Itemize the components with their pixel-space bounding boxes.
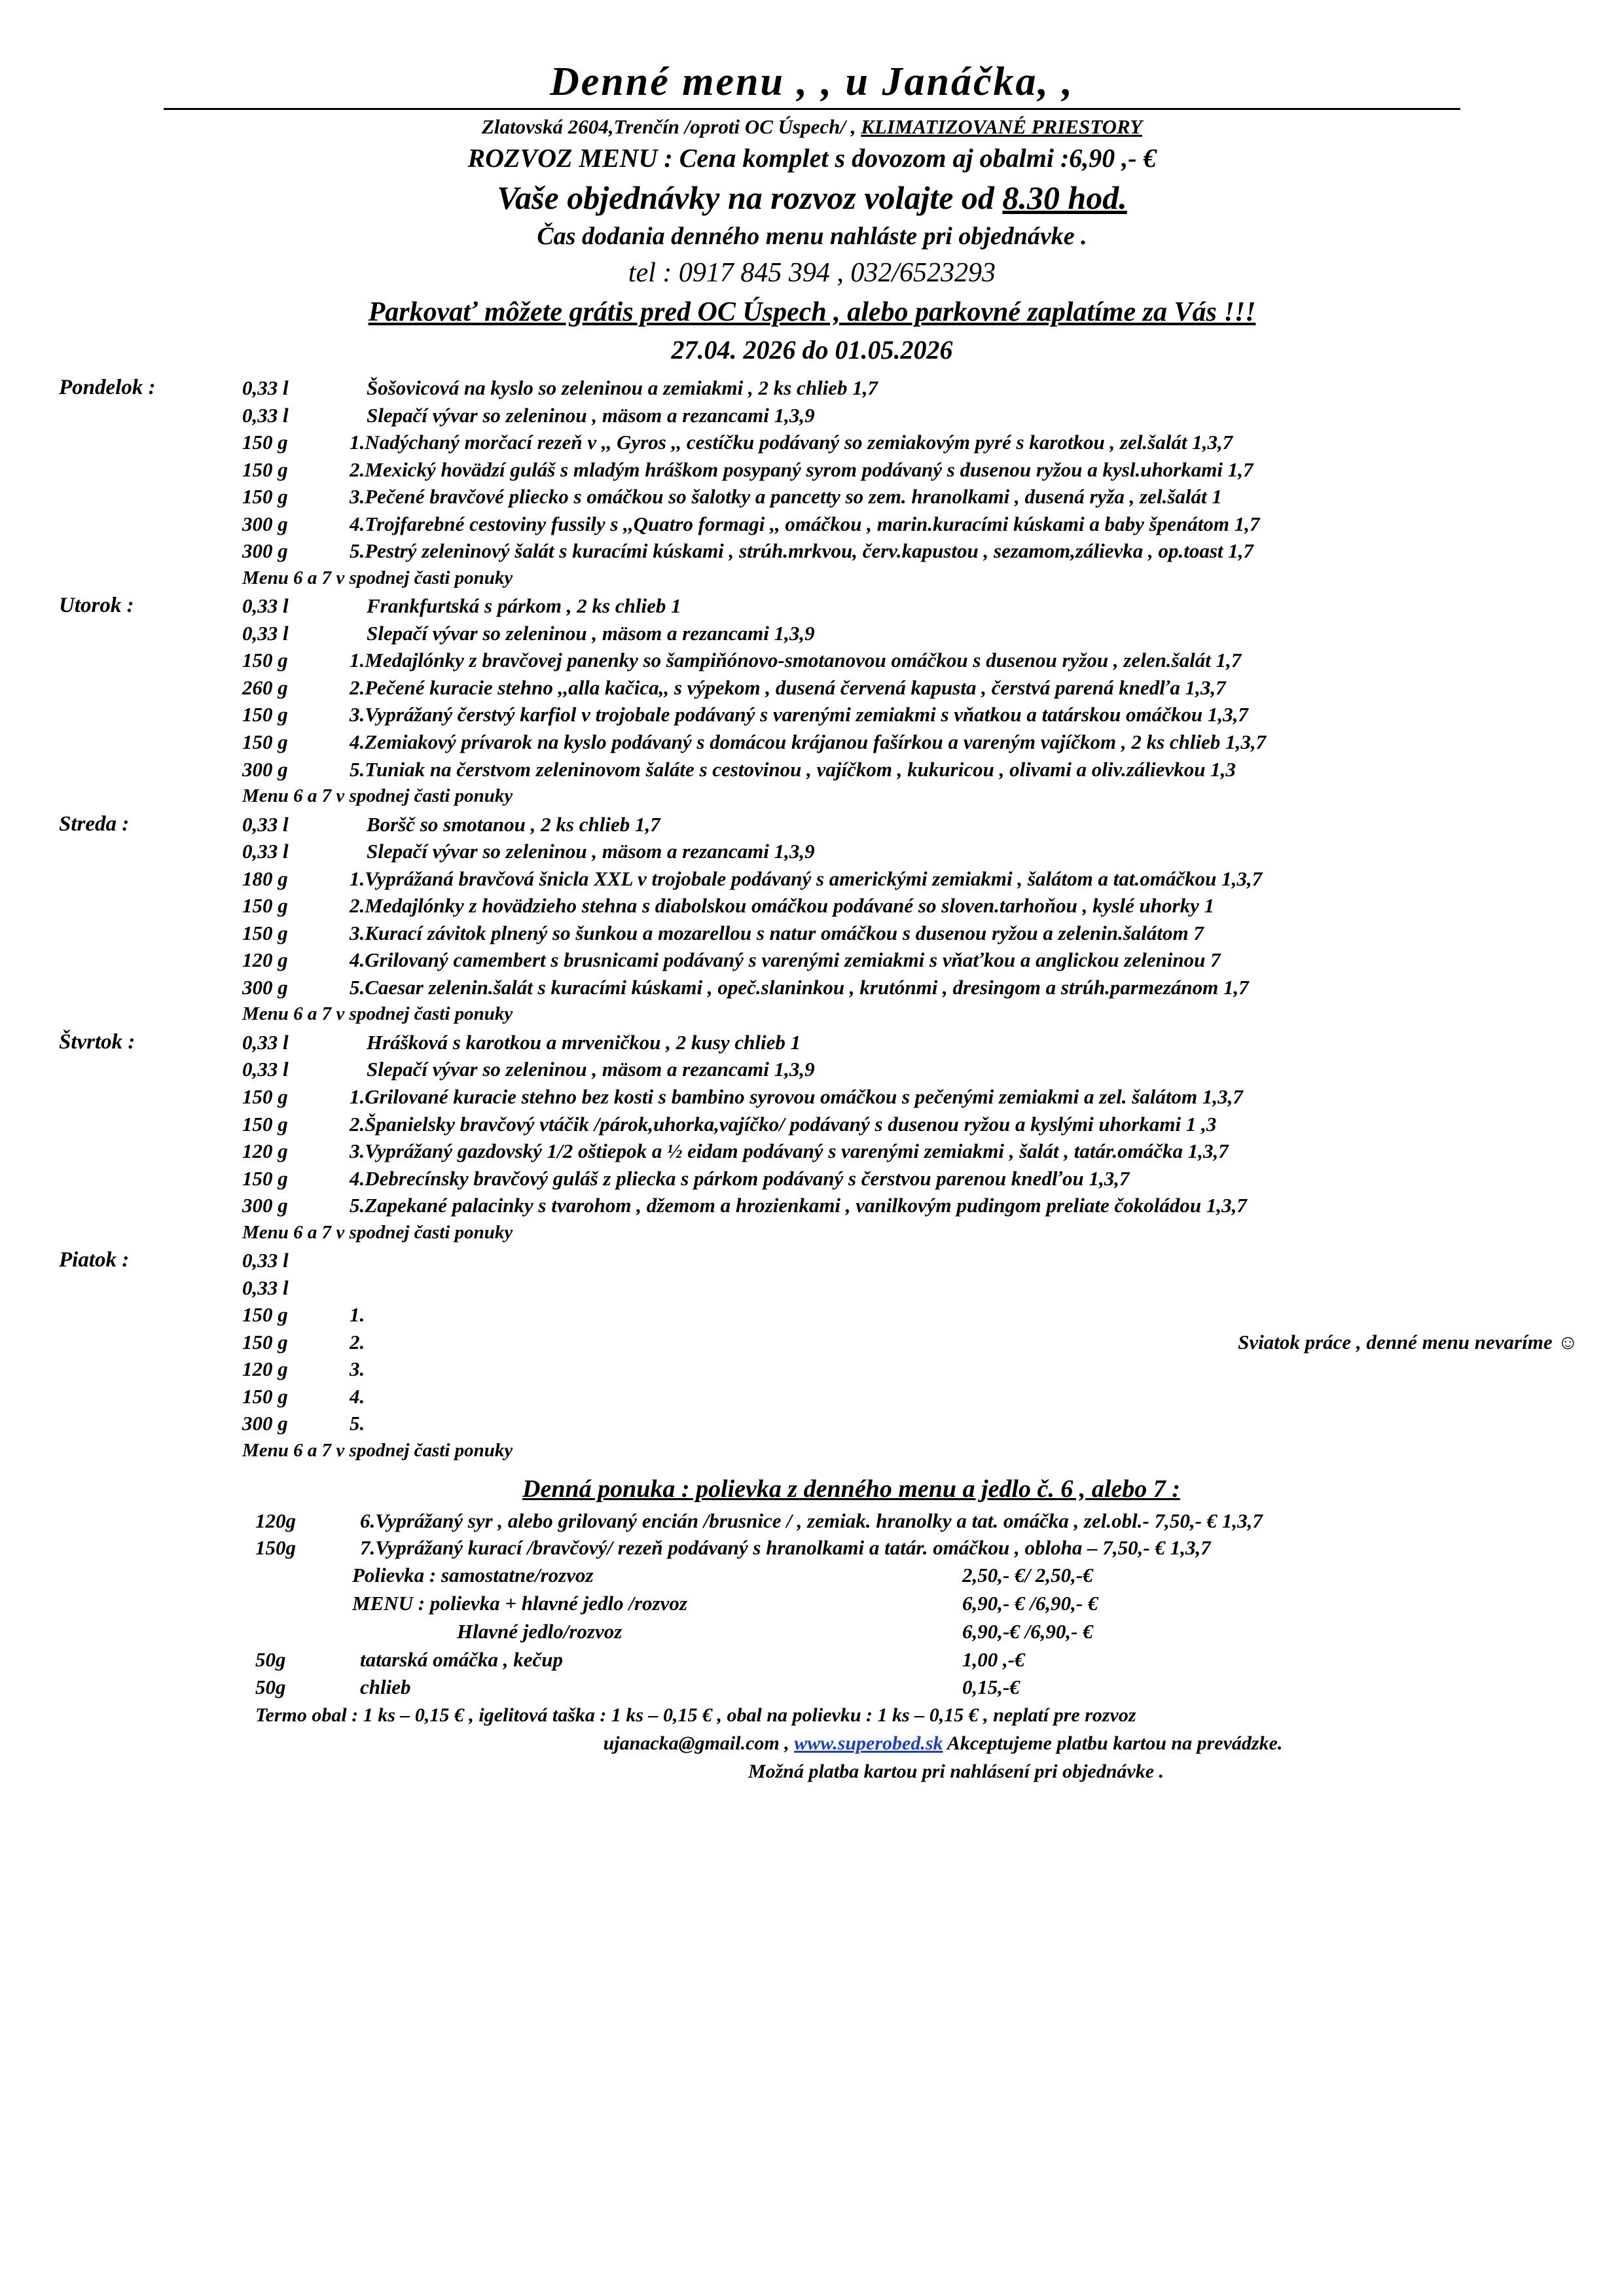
card-payment-note: Akceptujeme platbu kartou na prevádzke.: [943, 1732, 1283, 1755]
price-value: 6,90,-€ /6,90,- €: [962, 1619, 1093, 1643]
dish-description: 5.Caesar zelenin.šalát s kuracími kúskami , opeč.slaninkou , krutónmi , dresingom a strúh.parmezánom 1,7: [350, 975, 1249, 999]
dish-description: 5.Pestrý zeleninový šalát s kuracími kúskami , strúh.mrkvou, červ.kapustou , sezamom,zálievka , op.toast 1,7: [350, 539, 1254, 563]
menu-row: [242, 1301, 1578, 1329]
air-conditioned-note: KLIMATIZOVANÉ PRIESTORY: [861, 115, 1143, 138]
dish-description: Slepačí vývar so zeleninou , mäsom a rezancami 1,3,9: [367, 403, 815, 427]
menu-row: [242, 1329, 1578, 1356]
portion: 50g: [255, 1647, 286, 1671]
price-row: [255, 1590, 1578, 1618]
menu-row: [242, 892, 1578, 920]
day-label: Štvrtok :: [59, 1030, 135, 1054]
dish-description: 5.Zapekané palacinky s tvarohom , džemom a hrozienkami , vanilkovým pudingom preliate čokoládou 1,3,7: [350, 1194, 1247, 1217]
dish-description: 1.Nadýchaný morčací rezeň v ,, Gyros ,, cestíčku podávaný so zemiakovým pyré s karotkou , zel.šalát 1,3,7: [350, 431, 1233, 454]
menu-row: [242, 1192, 1578, 1219]
portion: 150 g: [242, 1166, 288, 1190]
portion: [255, 1618, 352, 1646]
menu-row: [242, 1247, 1578, 1274]
portion: 150g: [255, 1536, 296, 1560]
portion: 150 g: [242, 649, 288, 672]
price-label: Polievka : samostatne/rozvoz: [352, 1564, 594, 1587]
portion: 0,33 l: [242, 1276, 289, 1299]
portion: 0,33 l: [242, 403, 289, 427]
day-block-friday: [46, 1247, 1578, 1463]
day-label: Pondelok :: [59, 376, 156, 399]
menu-row: [242, 374, 1578, 402]
day-block-monday: [46, 374, 1578, 591]
menu-row: [242, 920, 1578, 947]
menu-row: [242, 811, 1578, 838]
portion: 0,33 l: [242, 621, 289, 645]
price-row: [255, 1646, 1578, 1674]
portion: 150 g: [242, 730, 288, 753]
portion: 300 g: [242, 512, 288, 535]
daily-offer-title: Denná ponuka : polievka z denného menu a jedlo č. 6 , alebo 7 :: [522, 1475, 1180, 1503]
day-block-thursday: [46, 1029, 1578, 1246]
day-block-wednesday: [46, 811, 1578, 1028]
menu-row: [242, 456, 1578, 484]
menu-row: [242, 701, 1578, 728]
dish-description: 6.Vyprážaný syr , alebo grilovaný encián /brusnice / , zemiak. hranolky a tat. omáčka , zel.obl.- 7,50,- € 1,3,7: [360, 1509, 1263, 1532]
price-row: [255, 1618, 1578, 1646]
address-line: [46, 115, 1578, 139]
portion: 120 g: [242, 948, 288, 972]
portion: 300 g: [242, 757, 288, 781]
price-value: 2,50,- €/ 2,50,-€: [962, 1564, 1093, 1587]
menu-row: [242, 728, 1578, 756]
day-label: Streda :: [59, 812, 130, 836]
dish-description: 2.Medajlónky z hovädzieho stehna s diabolskou omáčkou podávané so sloven.tarhoňou , kyslé uhorky 1: [350, 894, 1215, 918]
portion: 150 g: [242, 1085, 288, 1108]
menu-row: [242, 537, 1578, 565]
menu-row: [242, 1355, 1578, 1383]
dish-description: 1.Medajlónky z bravčovej panenky so šampiňónovo-smotanovou omáčkou s dusenou ryžou , zelen.šalát 1,7: [350, 649, 1242, 672]
portion: 0,33 l: [242, 376, 289, 399]
menu-row: [242, 1111, 1578, 1138]
menu-row: [242, 1410, 1578, 1437]
delivery-time-note: Čas dodania denného menu nahláste pri objednávke .: [537, 223, 1087, 250]
portion: 150 g: [242, 894, 288, 918]
dish-description: Slepačí vývar so zeleninou , mäsom a rezancami 1,3,9: [367, 621, 815, 645]
portion: 150 g: [242, 485, 288, 509]
portion: 150 g: [242, 1330, 288, 1354]
menu-row: [242, 1029, 1578, 1056]
portion: 150 g: [242, 921, 288, 944]
portion: [255, 1562, 352, 1590]
card-payment-final-note: Možná platba kartou pri nahlásení pri objednávke .: [748, 1760, 1164, 1782]
price-value: 1,00 ,-€: [962, 1647, 1025, 1671]
email-text: ujanacka@gmail.com ,: [603, 1732, 795, 1755]
menu-row: [242, 865, 1578, 893]
portion: 150 g: [242, 1112, 288, 1136]
menu-row: [242, 1056, 1578, 1083]
dish-description: 4.Debrecínsky bravčový guláš z pliecka s párkom podávaný s čerstvou parenou knedľou 1,3,7: [350, 1166, 1130, 1190]
portion: 50g: [255, 1676, 286, 1699]
phone-numbers: tel : 0917 845 394 , 032/6523293: [628, 258, 996, 288]
portion: 260 g: [242, 675, 288, 699]
dish-description: 2.Pečené kuracie stehno ,,alla kačica,, s výpekom , dusená červená kapusta , čerstvá parená knedľa 1,3,7: [350, 675, 1226, 699]
dish-description: 5.: [350, 1412, 365, 1435]
menu-6-7-note: Menu 6 a 7 v spodnej časti ponuky: [242, 785, 513, 807]
portion: 120 g: [242, 1139, 288, 1163]
portion: 0,33 l: [242, 1249, 289, 1272]
dish-description: Slepačí vývar so zeleninou , mäsom a rezancami 1,3,9: [367, 1058, 815, 1081]
dish-description: 1.: [350, 1303, 365, 1327]
portion: 300 g: [242, 1194, 288, 1217]
page-title: Denné menu , , u Janáčka, ,: [550, 60, 1074, 104]
day-rows: [242, 1029, 1578, 1246]
menu-row: [242, 674, 1578, 702]
order-hours-line: [46, 179, 1578, 217]
dish-description: 5.Tuniak na čerstvom zeleninovom šaláte s cestovinou , vajíčkom , kukuricou , olivami a oliv.zálievkou 1,3: [350, 757, 1236, 781]
menu-row: [242, 483, 1578, 511]
daily-offer-section: [255, 1507, 1578, 1783]
price-label: chlieb: [360, 1676, 411, 1699]
order-hours-text: Vaše objednávky na rozvoz volajte od: [497, 179, 1003, 216]
delivery-price-line: ROZVOZ MENU : Cena komplet s dovozom aj obalmi :6,90 ,- €: [467, 143, 1157, 173]
portion: 0,33 l: [242, 1030, 289, 1054]
menu-6-7-note: Menu 6 a 7 v spodnej časti ponuky: [242, 1221, 513, 1243]
dish-description: 3.: [350, 1357, 365, 1381]
dish-description: 2.Mexický hovädzí guláš s mladým hráškom posypaný syrom podávaný s dusenou ryžou a kysl.uhorkami 1,7: [350, 457, 1254, 481]
order-hours-time: 8.30 hod.: [1002, 179, 1127, 216]
portion: [255, 1590, 352, 1618]
price-label: MENU : polievka + hlavné jedlo /rozvoz: [352, 1592, 687, 1615]
title-divider: [164, 108, 1460, 110]
menu-row: [242, 402, 1578, 429]
date-range: 27.04. 2026 do 01.05.2026: [671, 335, 953, 365]
portion: 150 g: [242, 1303, 288, 1327]
menu-6-7-note: Menu 6 a 7 v spodnej časti ponuky: [242, 1003, 513, 1025]
price-value: 0,15,-€: [962, 1676, 1020, 1699]
menu-row: [242, 838, 1578, 865]
day-rows: [242, 374, 1578, 591]
dish-description: 7.Vyprážaný kurací /bravčový/ rezeň podávaný s hranolkami a tatár. omáčkou , obloha – 7,50,- € 1,3,7: [360, 1536, 1211, 1560]
dish-description: Boršč so smotanou , 2 ks chlieb 1,7: [367, 812, 660, 836]
dish-description: 4.Grilovaný camembert s brusnicami podávaný s varenými zemiakmi s vňaťkou a anglickou zeleninou 7: [350, 948, 1221, 972]
dish-description: 4.: [350, 1384, 365, 1408]
day-block-tuesday: [46, 592, 1578, 809]
holiday-note: Sviatok práce , denné menu nevaríme ☺: [1238, 1330, 1578, 1354]
portion: 0,33 l: [242, 594, 289, 618]
portion: 150 g: [242, 703, 288, 726]
day-label: Piatok :: [59, 1248, 130, 1272]
dish-description: 3.Vyprážaný gazdovský 1/2 oštiepok a ½ eidam podávaný s varenými zemiakmi , šalát , tatár.omáčka 1,3,7: [350, 1139, 1229, 1163]
menu-row: [242, 1274, 1578, 1302]
dish-description: 3.Pečené bravčové pliecko s omáčkou so šalotky a pancetty so zem. hranolkami , dusená ryža , zel.šalát 1: [350, 485, 1222, 509]
dish-description: 3.Vyprážaný čerstvý karfiol v trojobale podávaný s varenými zemiakmi s vňatkou a tatárskou omáčkou 1,3,7: [350, 703, 1248, 726]
price-row: [255, 1674, 1578, 1702]
price-label: tatarská omáčka , kečup: [360, 1647, 563, 1671]
offer-item: [255, 1507, 1578, 1535]
dish-description: Frankfurtská s párkom , 2 ks chlieb 1: [367, 594, 681, 618]
menu-row: [242, 946, 1578, 974]
portion: 300 g: [242, 539, 288, 563]
menu-6-7-note: Menu 6 a 7 v spodnej časti ponuky: [242, 1439, 513, 1461]
menu-row: [242, 592, 1578, 620]
menu-row: [242, 429, 1578, 456]
price-value: 6,90,- € /6,90,- €: [962, 1592, 1098, 1615]
dish-description: 3.Kurací závitok plnený so šunkou a mozarellou s natur omáčkou s dusenou ryžou a zelenin.šalátom 7: [350, 921, 1204, 944]
dish-description: 2.Španielsky bravčový vtáčik /párok,uhorka,vajíčko/ podávaný s dusenou ryžou a kyslými uhorkami 1 ,3: [350, 1112, 1217, 1136]
menu-row: [242, 1083, 1578, 1111]
menu-row: [242, 1383, 1578, 1410]
portion: 0,33 l: [242, 1058, 289, 1081]
dish-description: 4.Zemiakový prívarok na kyslo podávaný s domácou krájanou fašírkou a vareným vajíčkom , 2 ks chlieb 1,3,7: [350, 730, 1267, 753]
dish-description: Slepačí vývar so zeleninou , mäsom a rezancami 1,3,9: [367, 840, 815, 863]
dish-description: 1.Vyprážaná bravčová šnicla XXL v trojobale podávaný s americkými zemiakmi , šalátom a tat.omáčkou 1,3,7: [350, 867, 1263, 890]
website-link[interactable]: www.superobed.sk: [794, 1732, 943, 1755]
dish-description: 2.: [350, 1330, 365, 1354]
portion: 120 g: [242, 1357, 288, 1381]
portion: 180 g: [242, 867, 288, 890]
portion: 120g: [255, 1509, 296, 1532]
menu-row: [242, 620, 1578, 647]
price-label: Hlavné jedlo/rozvoz: [457, 1619, 623, 1643]
menu-row: [242, 974, 1578, 1001]
offer-item: [255, 1534, 1578, 1562]
day-rows: [242, 1247, 1578, 1463]
portion: 0,33 l: [242, 812, 289, 836]
portion: 300 g: [242, 1412, 288, 1435]
day-rows: [242, 811, 1578, 1028]
menu-row: [242, 1138, 1578, 1165]
portion: 300 g: [242, 975, 288, 999]
menu-row: [242, 511, 1578, 538]
menu-6-7-note: Menu 6 a 7 v spodnej časti ponuky: [242, 567, 513, 588]
dish-description: Šošovicová na kyslo so zeleninou a zemiakmi , 2 ks chlieb 1,7: [367, 376, 878, 399]
portion: 150 g: [242, 431, 288, 454]
price-row: [255, 1562, 1578, 1590]
address-text: Zlatovská 2604,Trenčín /oproti OC Úspech/ ,: [481, 115, 861, 138]
day-rows: [242, 592, 1578, 809]
portion: 150 g: [242, 457, 288, 481]
dish-description: 4.Trojfarebné cestoviny fussily s ,,Quatro formagi ,, omáčkou , marin.kuracími kúskami a baby špenátom 1,7: [350, 512, 1260, 535]
menu-row: [242, 647, 1578, 674]
dish-description: 1.Grilované kuracie stehno bez kosti s bambino syrovou omáčkou s pečenými zemiakmi a zel. šalátom 1,3,7: [350, 1085, 1243, 1108]
parking-note: Parkovať môžete grátis pred OC Úspech , alebo parkovné zaplatíme za Vás !!!: [368, 297, 1256, 327]
menu-row: [242, 756, 1578, 783]
day-label: Utorok :: [59, 594, 134, 618]
contact-line: [308, 1729, 1578, 1758]
dish-description: Hrášková s karotkou a mrveničkou , 2 kusy chlieb 1: [367, 1030, 801, 1054]
portion: 150 g: [242, 1384, 288, 1408]
menu-row: [242, 1165, 1578, 1193]
portion: 0,33 l: [242, 840, 289, 863]
packaging-note: Termo obal : 1 ks – 0,15 € , igelitová taška : 1 ks – 0,15 € , obal na polievku : 1 ks – 0,15 € , neplatí pre rozvoz: [255, 1704, 1136, 1727]
